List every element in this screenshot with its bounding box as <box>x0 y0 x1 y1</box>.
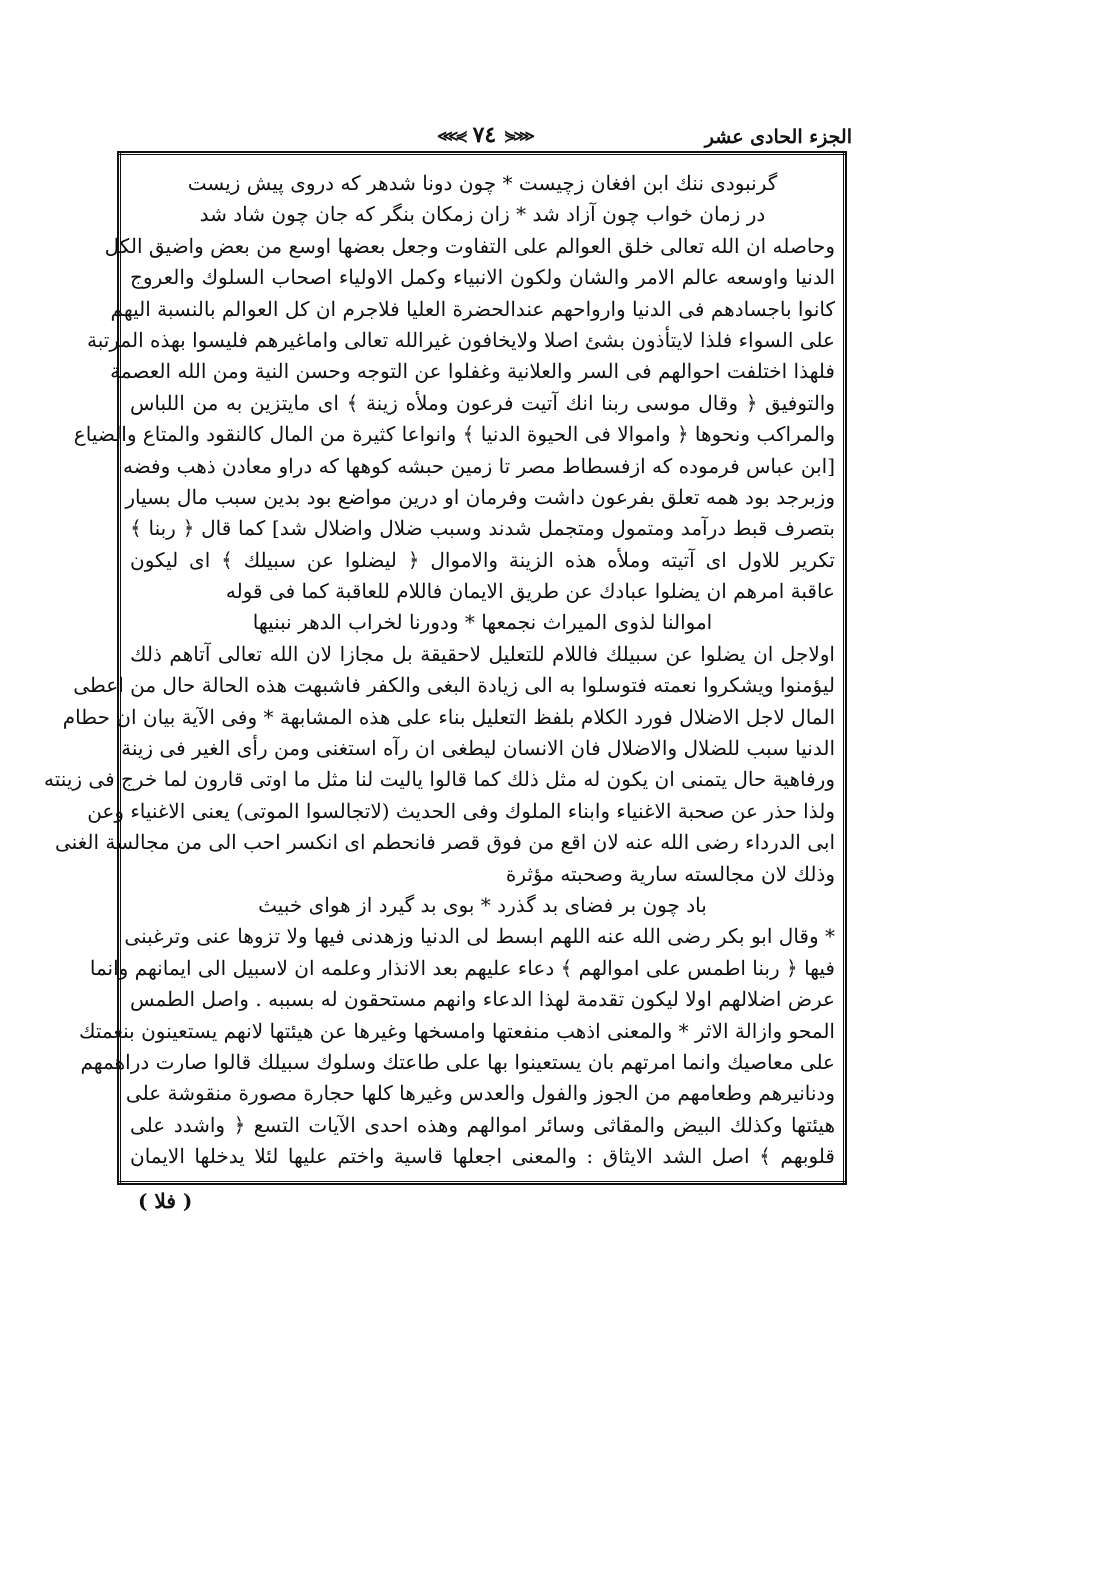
verse-line: باد چون بر فضاى بد گذرد * بوى بد گيرد از هواى خبيث <box>258 892 707 917</box>
frame-bottom-border <box>117 1181 847 1185</box>
text-line: المحو وازالة الاثر * والمعنى اذهب منفعتها وامسخها وغيرها عن هيئتها لانهم يستعينون بنعمتك <box>79 1018 835 1043</box>
ornament-right-icon: ⋟⋙ <box>503 127 532 145</box>
text-line: الدنيا سبب للضلال والاضلال فان الانسان ليطغى ان رآه استغنى ومن رأى الغير فى زينة <box>121 736 835 761</box>
text-line: هيئتها وكذلك البيض والمقاثى وسائر اموالهم وهذه احدى الآيات التسع ﴿ واشدد على <box>130 1112 835 1137</box>
text-line: المال لاجل الاضلال فورد الكلام بلفظ التعليل بناء على هذه المشابهة * وفى الآية بيان ان حطام <box>62 704 835 729</box>
text-line: ولذا حذر عن صحبة الاغنياء وابناء الملوك وفى الحديث (لاتجالسوا الموتى) يعنى الاغنياء وعن <box>87 798 835 823</box>
text-line: ابى الدرداء رضى الله عنه لان اقع من فوق قصر فانحطم اى انكسر احب الى من مجالسة الغنى <box>55 830 835 855</box>
text-line: ودنانيرهم وطعامهم من الجوز والفول والعدس وغيرها كلها حجارة مصورة منقوشة على <box>125 1081 835 1106</box>
text-line: كانوا باجسادهم فى الدنيا وارواحهم عندالحضرة العليا فلاجرم ان كل العوالم بالنسبة اليهم <box>110 296 835 321</box>
text-line: قلوبهم ﴾ اصل الشد الايثاق : والمعنى اجعلها قاسية واختم عليها لئلا يدخلها الايمان <box>130 1144 835 1169</box>
text-line: وزبرجد بود همه تعلق بفرعون داشت وفرمان او درين مواضع بود بدين سبب مال بسيار <box>125 484 835 509</box>
verse-line: گرنبودی ننك ابن افغان زچيست * چون دونا شدهر كه دروى پيش زيست <box>187 171 778 195</box>
text-line: [ابن عباس فرموده كه ازفسطاط مصر تا زمين حبشه كوهها كه دراو معادن ذهب وفضه <box>122 453 835 478</box>
text-line: وذلك لان مجالسته سارية وصحبته مؤثرة <box>505 861 835 886</box>
page-number-group <box>437 122 532 148</box>
text-line: بتصرف قبط درآمد ومتمول ومتجمل شدند وسبب ضلال واضلال شد] كما قال ﴿ ربنا ﴾ <box>130 516 835 541</box>
ornament-left-icon: ⋘⋞ <box>437 127 465 145</box>
catchword: ( فلا ) <box>138 1188 193 1213</box>
text-line: اولاجل ان يضلوا عن سبيلك فاللام للتعليل لاحقيقة بل مجازا لان الله تعالى آتاهم ذلك <box>130 641 835 666</box>
page-number: ٧٤ <box>472 122 497 148</box>
text-line: ورفاهية حال يتمنى ان يكون له مثل ذلك كما قالوا ياليت لنا مثل ما اوتى قارون لما خرج فى زينته <box>44 767 835 792</box>
frame-top-border <box>117 151 847 155</box>
text-line: على معاصيك وانما امرتهم بان يستعينوا بها على طاعتك وسلوك سبيلك قالوا صارت دراهمهم <box>80 1049 835 1074</box>
text-line: على السواء فلذا لايتأذون بشئ اصلا ولايخافون غيرالله تعالى واماغيرهم فليسوا بهذه المرتبة <box>87 327 835 352</box>
text-line: عاقبة امرهم ان يضلوا عبادك عن طريق الايمان فاللام للعاقبة كما فى قوله <box>225 579 835 604</box>
text-line: والتوفيق ﴿ وقال موسى ربنا انك آتيت فرعون وملأه زينة ﴾ اى مايتزين به من اللباس <box>130 390 835 415</box>
text-line: * وقال ابو بكر رضى الله عنه اللهم ابسط لى الدنيا وزهدنى فيها ولا تزوها عنى وترغبنى <box>124 924 835 949</box>
text-line: والمراكب ونحوها ﴿ واموالا فى الحيوة الدنيا ﴾ وانواعا كثيرة من المال كالنقود والمتاع والضياع <box>73 422 835 447</box>
text-line: فيها ﴿ ربنا اطمس على اموالهم ﴾ دعاء عليهم بعد الانذار وعلمه ان لاسبيل الى ايمانهم وانما <box>89 955 835 980</box>
frame-right-border <box>843 151 847 1183</box>
verse-line: اموالنا لذوى الميراث نجمعها * ودورنا لخراب الدهر نبنيها <box>252 610 713 635</box>
part-title: الجزء الحادى عشر <box>704 126 852 148</box>
main-text-block <box>44 168 836 1173</box>
verse-line: در زمان خواب چون آزاد شد * زان زمكان بنگر كه جان چون شاد شد <box>199 202 766 227</box>
text-line: ليؤمنوا ويشكروا نعمته فتوسلوا به الى زيادة البغى والكفر فاشبهت هذه الحالة حال من اعطى <box>73 673 835 698</box>
text-line: تكرير للاول اى آتيته وملأه هذه الزينة والاموال ﴿ ليضلوا عن سبيلك ﴾ اى ليكون <box>130 547 836 572</box>
text-line: فلهذا اختلفت احوالهم فى السر والعلانية وغفلوا عن التوجه وحسن النية ومن الله العصمة <box>110 359 835 384</box>
text-line: الدنيا واوسعه عالم الامر والشان ولكون الانبياء وكمل الاولياء اصحاب السلوك والعروج <box>130 265 835 290</box>
text-line: وحاصله ان الله تعالى خلق العوالم على التفاوت وجعل بعضها اوسع من بعض واضيق الكل <box>104 233 835 258</box>
text-line: عرض اضلالهم اولا ليكون تقدمة لهذا الدعاء وانهم مستحقون له بسببه . واصل الطمس <box>130 987 835 1012</box>
